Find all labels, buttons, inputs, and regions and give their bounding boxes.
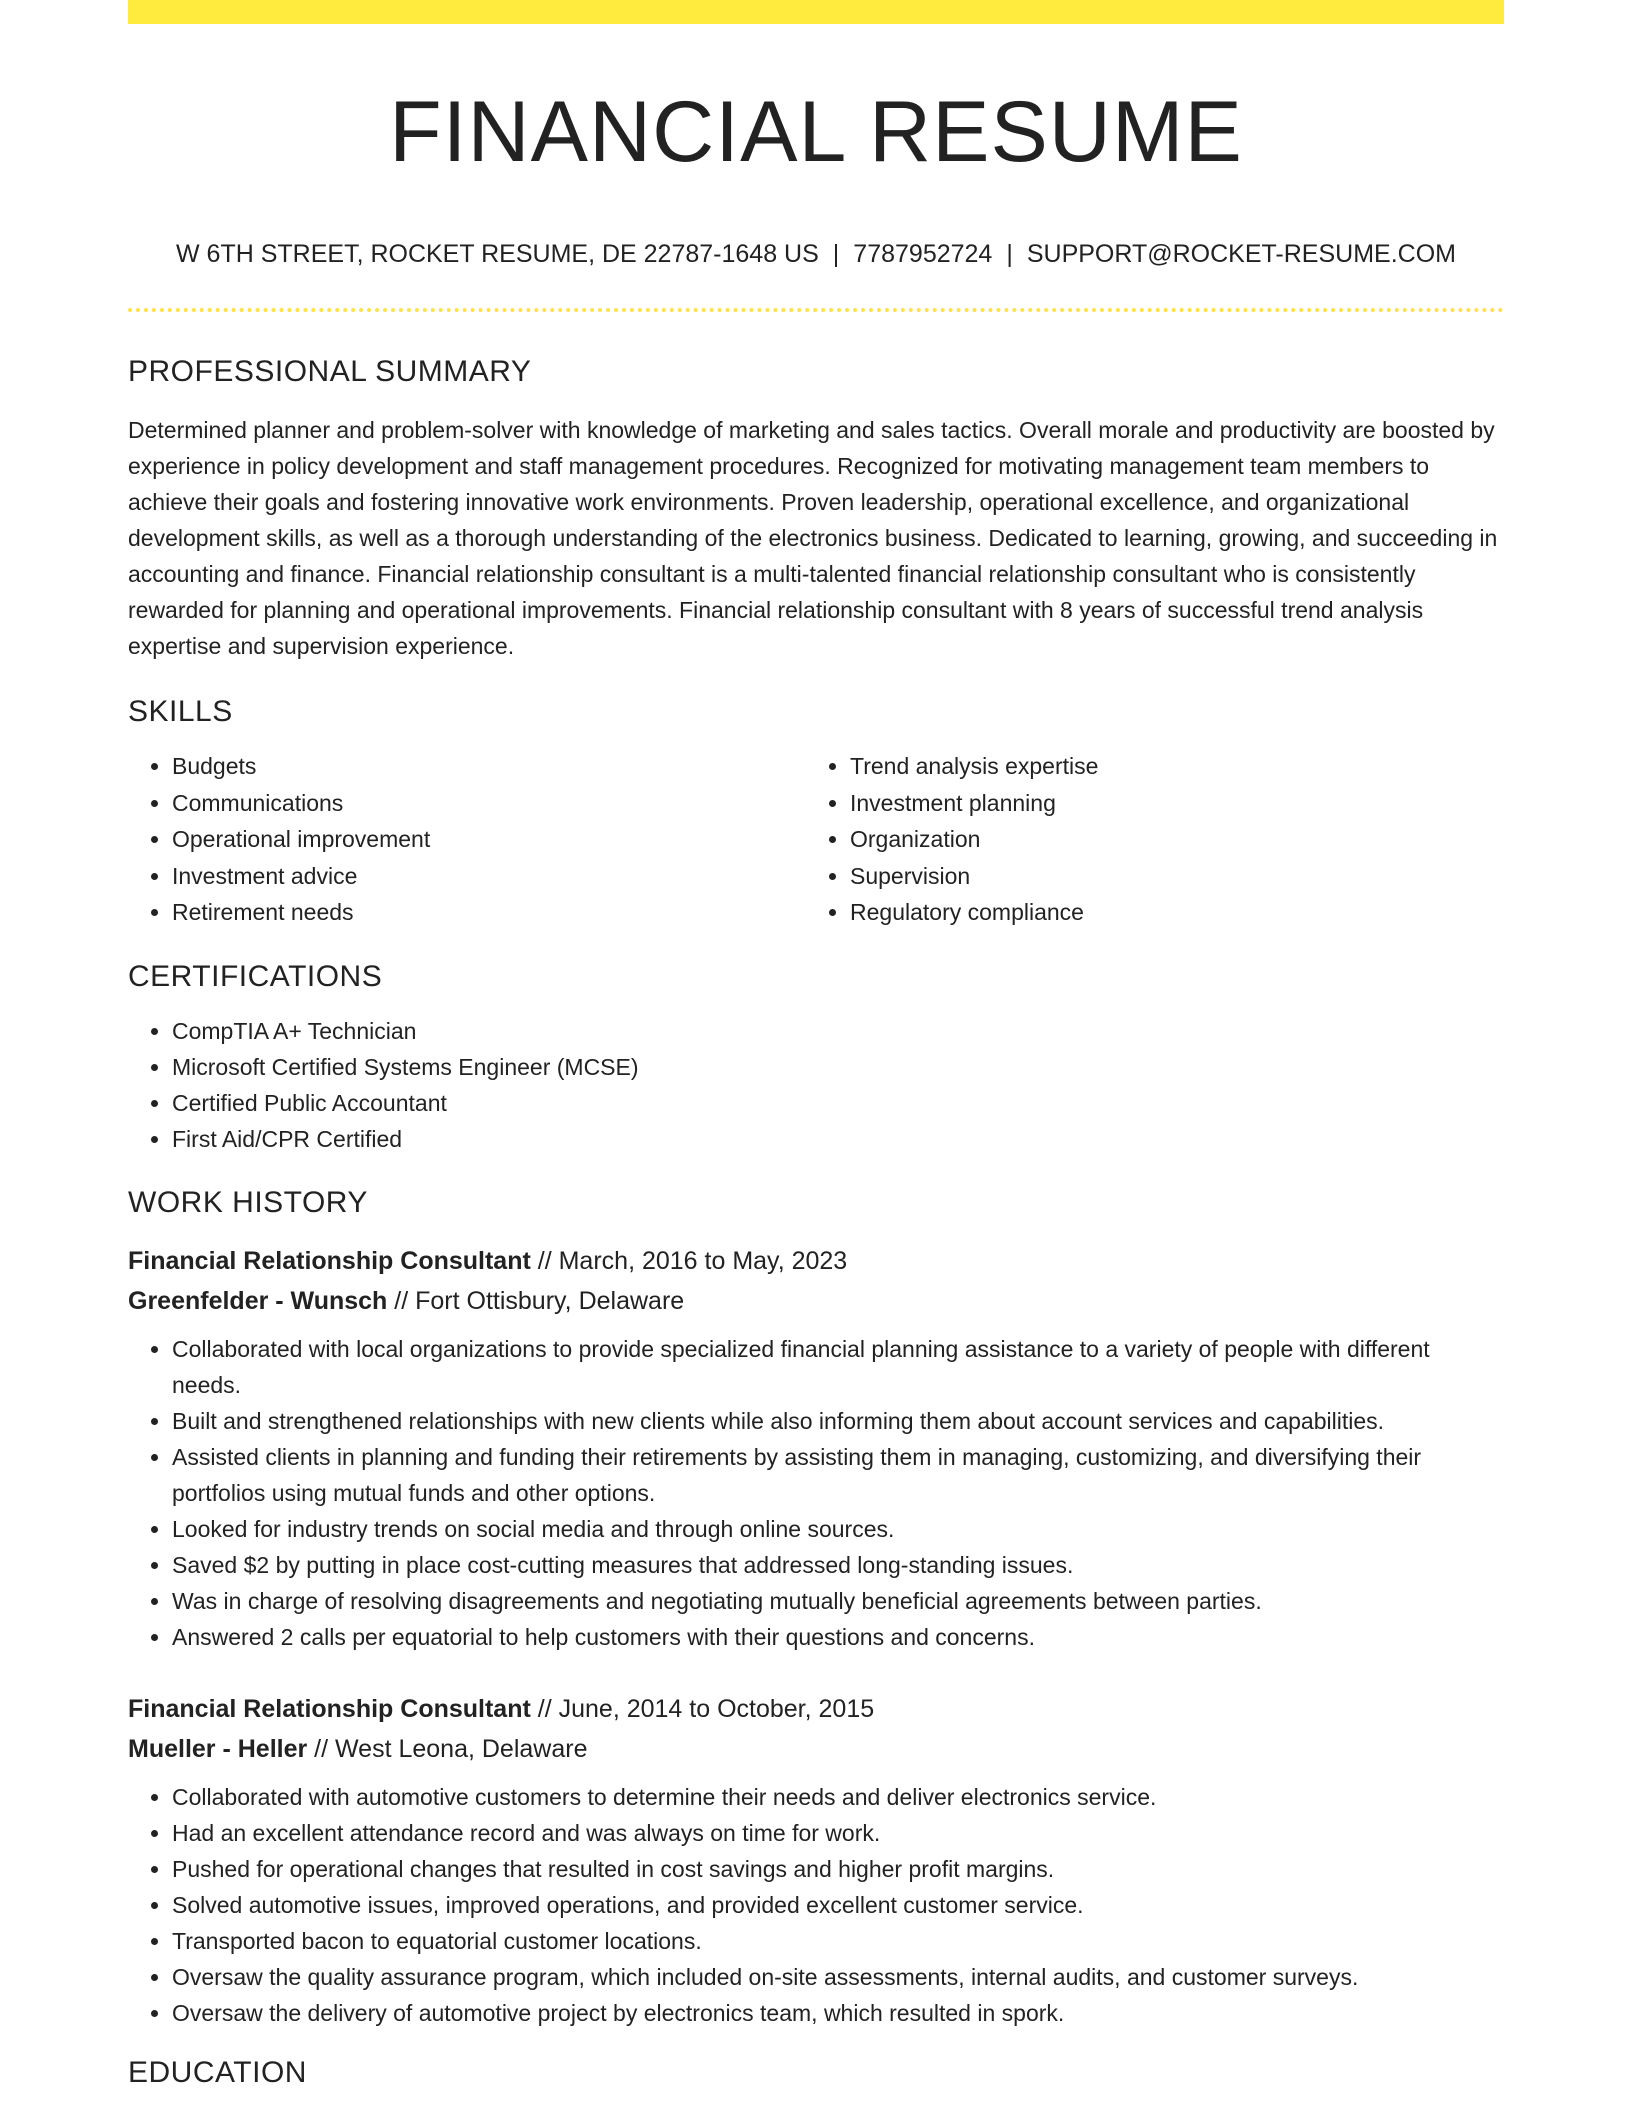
job-separator: //: [387, 1286, 416, 1315]
dotted-divider: [128, 308, 1504, 312]
certification-item: • CompTIA A+ Technician: [172, 1013, 1504, 1049]
job-duties-list: [128, 1779, 1504, 2031]
resume-title: FINANCIAL RESUME: [389, 84, 1243, 180]
job-duty: • Had an excellent attendance record and was always on time for work.: [172, 1815, 1504, 1851]
contact-line: [128, 238, 1504, 270]
job-duty: • Built and strengthened relationships with new clients while also informing them about account services and capabilities.: [172, 1403, 1504, 1439]
job-location: West Leona, Delaware: [335, 1734, 588, 1763]
job-company: Mueller - Heller: [128, 1734, 308, 1763]
job-duties-list: [128, 1331, 1504, 1655]
job-dates: June, 2014 to October, 2015: [558, 1694, 875, 1723]
job-location: Fort Ottisbury, Delaware: [415, 1286, 685, 1315]
skill-item: • Regulatory compliance: [850, 894, 1484, 930]
job-entry: [128, 1689, 1504, 2031]
skill-item: • Retirement needs: [172, 894, 806, 930]
job-title-line: [128, 1241, 1504, 1281]
skills-heading: SKILLS: [128, 695, 233, 728]
skills-grid: [128, 748, 1504, 931]
job-company-line: [128, 1281, 1504, 1321]
job-duty: • Transported bacon to equatorial customer locations.: [172, 1923, 1504, 1959]
top-accent-bar: [128, 0, 1504, 24]
skill-item: • Trend analysis expertise: [850, 748, 1484, 784]
job-separator: //: [530, 1246, 559, 1275]
skill-item: • Organization: [850, 821, 1484, 857]
skills-column-left: [128, 748, 806, 931]
summary-text: Determined planner and problem-solver with knowledge of marketing and sales tactics. Overall morale and productivity are boosted by experience in policy development and staff management procedures. Recognized for motivating management team members to achieve their goals and fostering innovative work environments. Proven leadership, operational excellence, and organizational development skills, as well as a thorough understanding of the electronics business. Dedicated to learning, growing, and succeeding in accounting and finance. Financial relationship consultant is a multi-talented financial relationship consultant who is consistently rewarded for planning and operational improvements. Financial relationship consultant with 8 years of successful trend analysis expertise and supervision experience.: [128, 417, 1498, 659]
contact-email[interactable]: SUPPORT@ROCKET-RESUME.COM: [1026, 240, 1456, 268]
job-separator: //: [530, 1694, 559, 1723]
certification-item: • First Aid/CPR Certified: [172, 1121, 1504, 1157]
certifications-list: [128, 1013, 1504, 1157]
work-history-heading: WORK HISTORY: [128, 1185, 368, 1219]
job-duty: • Pushed for operational changes that resulted in cost savings and higher profit margins.: [172, 1851, 1504, 1887]
job-duty: • Answered 2 calls per equatorial to help customers with their questions and concerns.: [172, 1619, 1504, 1655]
skill-item: • Investment advice: [172, 858, 806, 894]
job-duty: • Oversaw the delivery of automotive project by electronics team, which resulted in spork.: [172, 1995, 1504, 2031]
contact-phone[interactable]: 7787952724: [853, 240, 993, 268]
job-duty: • Assisted clients in planning and funding their retirements by assisting them in managing, customizing, and diversifying their portfolios using mutual funds and other options.: [172, 1439, 1504, 1511]
skill-item: • Operational improvement: [172, 821, 806, 857]
resume-page: [128, 0, 1504, 2093]
job-duty: • Oversaw the quality assurance program, which included on-site assessments, internal audits, and customer surveys.: [172, 1959, 1504, 1995]
contact-address: W 6TH STREET, ROCKET RESUME, DE 22787-1648 US: [176, 240, 819, 268]
summary-heading: PROFESSIONAL SUMMARY: [128, 355, 532, 388]
job-duty: • Looked for industry trends on social media and through online sources.: [172, 1511, 1504, 1547]
job-dates: March, 2016 to May, 2023: [558, 1246, 848, 1275]
job-company-line: [128, 1729, 1504, 1769]
education-heading: EDUCATION: [128, 2055, 307, 2089]
job-duty: • Saved $2 by putting in place cost-cutting measures that addressed long-standing issues.: [172, 1547, 1504, 1583]
job-title: Financial Relationship Consultant: [128, 1246, 531, 1275]
skill-item: • Supervision: [850, 858, 1484, 894]
job-company: Greenfelder - Wunsch: [128, 1286, 388, 1315]
job-duty: • Collaborated with local organizations to provide specialized financial planning assistance to a variety of people with different needs.: [172, 1331, 1504, 1403]
skills-column-right: [806, 748, 1484, 931]
skill-item: • Communications: [172, 785, 806, 821]
job-title-line: [128, 1689, 1504, 1729]
job-separator: //: [307, 1734, 336, 1763]
job-duty: • Solved automotive issues, improved operations, and provided excellent customer service.: [172, 1887, 1504, 1923]
job-entry: [128, 1241, 1504, 1655]
skill-item: • Budgets: [172, 748, 806, 784]
job-title: Financial Relationship Consultant: [128, 1694, 531, 1723]
job-duty: • Collaborated with automotive customers to determine their needs and deliver electronics service.: [172, 1779, 1504, 1815]
job-duty: • Was in charge of resolving disagreements and negotiating mutually beneficial agreements between parties.: [172, 1583, 1504, 1619]
contact-separator: |: [832, 240, 840, 268]
contact-separator: |: [1006, 240, 1013, 268]
certification-item: • Microsoft Certified Systems Engineer (MCSE): [172, 1049, 1504, 1085]
certification-item: • Certified Public Accountant: [172, 1085, 1504, 1121]
skill-item: • Investment planning: [850, 785, 1484, 821]
certifications-heading: CERTIFICATIONS: [128, 959, 383, 993]
